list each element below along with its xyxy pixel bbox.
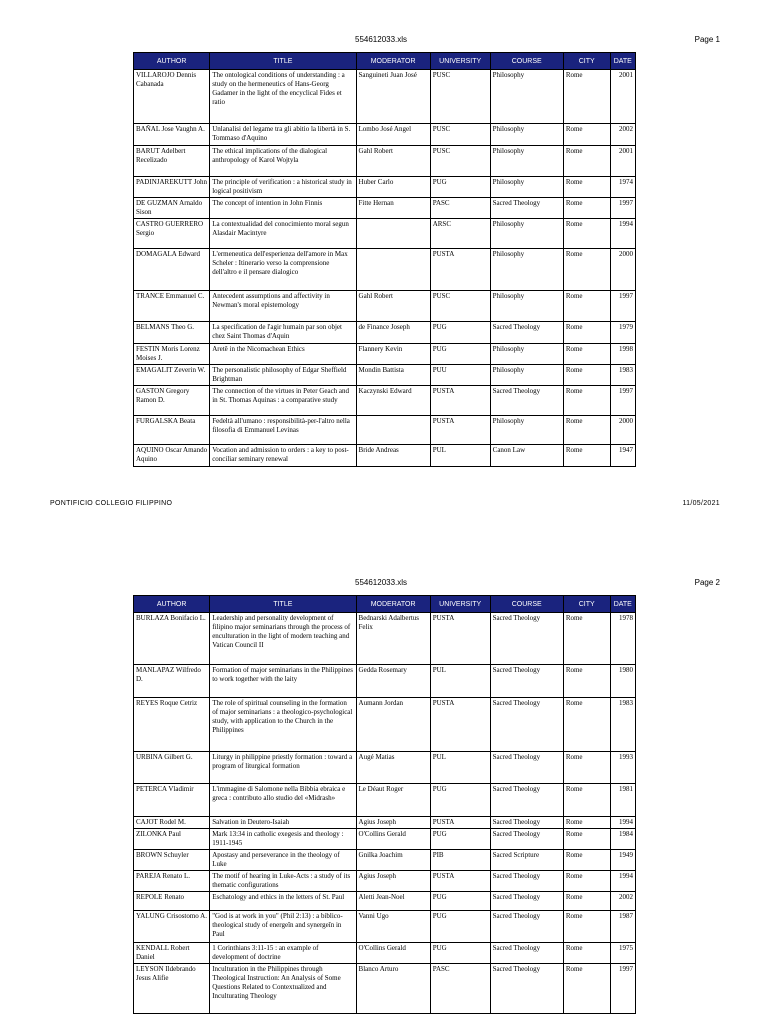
cell-course: Philosophy: [490, 146, 563, 177]
cell-date: 1978: [610, 613, 635, 665]
cell-author: REPOLE Renato: [134, 892, 210, 911]
sheet-filename: 554612033.xls: [355, 35, 408, 44]
cell-moderator: Gahl Robert: [356, 291, 430, 322]
cell-moderator: Fitte Hernan: [356, 198, 430, 219]
cell-title: The ethical implications of the dialogical anthropology of Karol Wojtyla: [210, 146, 356, 177]
cell-city: Rome: [563, 665, 610, 698]
cell-moderator: Mondin Battista: [356, 365, 430, 386]
cell-date: 1997: [610, 198, 635, 219]
cell-date: 1983: [610, 698, 635, 752]
page-number: Page 2: [694, 578, 720, 587]
cell-course: Sacred Theology: [490, 613, 563, 665]
cell-university: PUG: [430, 322, 490, 344]
cell-date: 1980: [610, 665, 635, 698]
table-row: [134, 698, 636, 752]
header-moderator: MODERATOR: [356, 53, 430, 70]
cell-date: 1998: [610, 344, 635, 365]
cell-title: The ontological conditions of understanding : a study on the hermeneutics of Hans-Georg Gadamer in the light of the encyclical Fides et ratio: [210, 70, 356, 124]
cell-university: PUSC: [430, 124, 490, 146]
table-row: [134, 177, 636, 198]
table-row: [134, 892, 636, 911]
cell-title: L'immagine di Salomone nella Bibbia ebraica e greca : contributo allo studio del «Midrash»: [210, 784, 356, 817]
cell-date: 1983: [610, 365, 635, 386]
cell-course: Sacred Theology: [490, 698, 563, 752]
cell-title: Vocation and admission to orders : a key to post-conciliar seminary renewal: [210, 445, 356, 467]
cell-university: PUG: [430, 943, 490, 964]
cell-course: Sacred Theology: [490, 198, 563, 219]
cell-title: 1 Corinthians 3:11-15 : an example of development of doctrine: [210, 943, 356, 964]
cell-university: PUG: [430, 784, 490, 817]
records-table: [133, 595, 636, 1014]
cell-date: 1974: [610, 177, 635, 198]
header-university: UNIVERSITY: [430, 596, 490, 613]
cell-moderator: [356, 219, 430, 249]
cell-date: 1997: [610, 386, 635, 416]
cell-moderator: Vanni Ugo: [356, 911, 430, 943]
cell-course: Sacred Theology: [490, 871, 563, 892]
cell-city: Rome: [563, 198, 610, 219]
table-row: [134, 70, 636, 124]
cell-moderator: Huber Carlo: [356, 177, 430, 198]
cell-university: PUG: [430, 892, 490, 911]
cell-university: PUL: [430, 445, 490, 467]
header-moderator: MODERATOR: [356, 596, 430, 613]
cell-title: Leadership and personality development of filipino major seminarians through the process of enculturation in the light of modern teaching and Vatican Council II: [210, 613, 356, 665]
cell-moderator: de Finance Joseph: [356, 322, 430, 344]
cell-city: Rome: [563, 964, 610, 1014]
cell-city: Rome: [563, 177, 610, 198]
table-row: [134, 322, 636, 344]
cell-university: PUSTA: [430, 386, 490, 416]
cell-moderator: Kaczynski Edward: [356, 386, 430, 416]
cell-university: PUSTA: [430, 613, 490, 665]
cell-course: Philosophy: [490, 291, 563, 322]
cell-university: PUSTA: [430, 416, 490, 445]
cell-university: PUSC: [430, 70, 490, 124]
cell-author: DE GUZMAN Arnaldo Sison: [134, 198, 210, 219]
cell-moderator: Bednarski Adalbertus Felix: [356, 613, 430, 665]
cell-moderator: Bride Andreas: [356, 445, 430, 467]
header-author: AUTHOR: [134, 53, 210, 70]
cell-university: PUL: [430, 665, 490, 698]
cell-course: Sacred Theology: [490, 817, 563, 829]
cell-title: "God is at work in you" (Phil 2:13) : a biblico-theological study of energeîn and synergeîn in Paul: [210, 911, 356, 943]
cell-author: MANLAPAZ Wilfredo D.: [134, 665, 210, 698]
cell-author: ZILONKA Paul: [134, 829, 210, 850]
cell-moderator: Agius Joseph: [356, 817, 430, 829]
table-header-row: [134, 596, 636, 613]
sheet-filename: 554612033.xls: [355, 578, 408, 587]
cell-author: BROWN Schuyler: [134, 850, 210, 871]
cell-city: Rome: [563, 249, 610, 291]
cell-city: Rome: [563, 322, 610, 344]
cell-university: PUG: [430, 344, 490, 365]
table-row: [134, 943, 636, 964]
cell-moderator: Gnilka Joachim: [356, 850, 430, 871]
header-course: COURSE: [490, 53, 563, 70]
cell-course: Philosophy: [490, 344, 563, 365]
cell-city: Rome: [563, 817, 610, 829]
table-row: [134, 386, 636, 416]
cell-title: La specification de l'agir humain par son objet chez Saint Thomas d'Aquin: [210, 322, 356, 344]
table-header-row: [134, 53, 636, 70]
cell-author: EMAGALIT Zeverin W.: [134, 365, 210, 386]
cell-course: Sacred Theology: [490, 752, 563, 784]
cell-date: 1994: [610, 219, 635, 249]
cell-course: Sacred Scripture: [490, 850, 563, 871]
cell-course: Philosophy: [490, 365, 563, 386]
header-title: TITLE: [210, 53, 356, 70]
cell-title: The role of spiritual counseling in the formation of major seminarians : a theologico-psychological study, with application to the Church in the Philippines: [210, 698, 356, 752]
cell-moderator: Lombo José Angel: [356, 124, 430, 146]
cell-city: Rome: [563, 943, 610, 964]
cell-date: 1994: [610, 817, 635, 829]
cell-course: Philosophy: [490, 124, 563, 146]
cell-date: 2000: [610, 249, 635, 291]
header-author: AUTHOR: [134, 596, 210, 613]
cell-author: KENDALL Robert Daniel: [134, 943, 210, 964]
cell-moderator: O'Collins Gerald: [356, 943, 430, 964]
cell-university: PUSTA: [430, 817, 490, 829]
cell-course: Sacred Theology: [490, 943, 563, 964]
table-row: [134, 249, 636, 291]
table-row: [134, 219, 636, 249]
cell-author: REYES Roque Cetriz: [134, 698, 210, 752]
cell-date: 1975: [610, 943, 635, 964]
cell-city: Rome: [563, 850, 610, 871]
cell-author: FURGALSKA Beata: [134, 416, 210, 445]
cell-date: 1993: [610, 752, 635, 784]
cell-course: Sacred Theology: [490, 386, 563, 416]
cell-course: Sacred Theology: [490, 665, 563, 698]
cell-title: The motif of hearing in Luke-Acts : a study of its thematic configurations: [210, 871, 356, 892]
cell-city: Rome: [563, 871, 610, 892]
cell-city: Rome: [563, 70, 610, 124]
cell-author: FESTIN Moris Lorenz Moises J.: [134, 344, 210, 365]
header-university: UNIVERSITY: [430, 53, 490, 70]
cell-author: BELMANS Theo G.: [134, 322, 210, 344]
cell-university: PUSTA: [430, 871, 490, 892]
cell-moderator: Agius Joseph: [356, 871, 430, 892]
cell-date: 1987: [610, 911, 635, 943]
cell-date: 2001: [610, 146, 635, 177]
cell-date: 1984: [610, 829, 635, 850]
cell-date: 2000: [610, 416, 635, 445]
cell-author: PAREJA Renato L.: [134, 871, 210, 892]
cell-moderator: [356, 416, 430, 445]
cell-author: AQUINO Oscar Amando Aquino: [134, 445, 210, 467]
cell-course: Sacred Theology: [490, 911, 563, 943]
cell-author: TRANCE Emmanuel C.: [134, 291, 210, 322]
records-table: [133, 52, 636, 467]
cell-date: 1979: [610, 322, 635, 344]
cell-date: 1997: [610, 291, 635, 322]
cell-city: Rome: [563, 365, 610, 386]
cell-moderator: Le Déaut Roger: [356, 784, 430, 817]
table-row: [134, 850, 636, 871]
cell-university: PUSC: [430, 291, 490, 322]
header-city: CITY: [563, 596, 610, 613]
cell-author: DOMAGALA Edward: [134, 249, 210, 291]
cell-title: The personalistic philosophy of Edgar Sheffield Brightman: [210, 365, 356, 386]
cell-title: Salvation in Deutero-Isaiah: [210, 817, 356, 829]
cell-author: GASTON Gregory Ramon D.: [134, 386, 210, 416]
cell-city: Rome: [563, 829, 610, 850]
cell-date: 1994: [610, 871, 635, 892]
header-title: TITLE: [210, 596, 356, 613]
cell-course: Philosophy: [490, 177, 563, 198]
header-date: DATE: [610, 53, 635, 70]
header-date: DATE: [610, 596, 635, 613]
cell-university: PASC: [430, 964, 490, 1014]
cell-date: 1981: [610, 784, 635, 817]
table-row: [134, 613, 636, 665]
cell-date: 1949: [610, 850, 635, 871]
cell-university: ARSC: [430, 219, 490, 249]
cell-course: Philosophy: [490, 70, 563, 124]
cell-course: Canon Law: [490, 445, 563, 467]
cell-author: VILLAROJO Dennis Cabanada: [134, 70, 210, 124]
cell-title: Fedeltà all'umano : responsibilità-per-l'altro nella filosofia di Emmanuel Levinas: [210, 416, 356, 445]
cell-moderator: Aumann Jordan: [356, 698, 430, 752]
cell-author: BURLAZA Bonifacio L.: [134, 613, 210, 665]
cell-university: PUSC: [430, 146, 490, 177]
cell-title: The principle of verification : a historical study in logical positivism: [210, 177, 356, 198]
cell-title: Liturgy in philippine priestly formation : toward a program of liturgical formation: [210, 752, 356, 784]
cell-city: Rome: [563, 698, 610, 752]
cell-author: PETERCA Vladimir: [134, 784, 210, 817]
cell-author: CAJOT Rodel M.: [134, 817, 210, 829]
cell-date: 2001: [610, 70, 635, 124]
table-row: [134, 784, 636, 817]
cell-moderator: Gahl Robert: [356, 146, 430, 177]
cell-moderator: O'Collins Gerald: [356, 829, 430, 850]
table-row: [134, 146, 636, 177]
cell-title: Antecedent assumptions and affectivity in Newman's moral epistemology: [210, 291, 356, 322]
table-row: [134, 871, 636, 892]
cell-university: PUSTA: [430, 249, 490, 291]
header-city: CITY: [563, 53, 610, 70]
cell-moderator: Flannery Kevin: [356, 344, 430, 365]
cell-moderator: Gedda Rosemary: [356, 665, 430, 698]
cell-course: Sacred Theology: [490, 964, 563, 1014]
cell-moderator: Blanco Arturo: [356, 964, 430, 1014]
cell-city: Rome: [563, 386, 610, 416]
cell-city: Rome: [563, 344, 610, 365]
cell-title: Inculturation in the Philippines through Theological Instruction: An Analysis of Some Questions Related to Contextualized and Inculturating Theology: [210, 964, 356, 1014]
cell-title: Formation of major seminarians in the Philippines to work together with the laity: [210, 665, 356, 698]
cell-city: Rome: [563, 124, 610, 146]
cell-date: 1947: [610, 445, 635, 467]
header-course: COURSE: [490, 596, 563, 613]
cell-date: 1997: [610, 964, 635, 1014]
cell-course: Sacred Theology: [490, 784, 563, 817]
cell-author: CASTRO GUERRERO Sergio: [134, 219, 210, 249]
cell-title: Apostasy and perseverance in the theology of Luke: [210, 850, 356, 871]
table-row: [134, 752, 636, 784]
cell-date: 2002: [610, 892, 635, 911]
table-row: [134, 911, 636, 943]
table-row: [134, 829, 636, 850]
cell-title: L'ermeneutica dell'esperienza dell'amore in Max Scheler : Itinerario verso la comprensione dell'altro e il pensare dialogico: [210, 249, 356, 291]
table-row: [134, 365, 636, 386]
cell-title: Aretê in the Nicomachean Ethics: [210, 344, 356, 365]
table-row: [134, 445, 636, 467]
cell-date: 2002: [610, 124, 635, 146]
cell-title: La contextualidad del conocimiento moral segun Alasdair Macintyre: [210, 219, 356, 249]
cell-city: Rome: [563, 911, 610, 943]
cell-city: Rome: [563, 613, 610, 665]
cell-city: Rome: [563, 445, 610, 467]
cell-university: PUG: [430, 829, 490, 850]
cell-city: Rome: [563, 892, 610, 911]
table-row: [134, 198, 636, 219]
cell-university: PUSTA: [430, 698, 490, 752]
page-number: Page 1: [694, 35, 720, 44]
cell-course: Philosophy: [490, 416, 563, 445]
table-row: [134, 124, 636, 146]
cell-course: Sacred Theology: [490, 892, 563, 911]
table-row: [134, 964, 636, 1014]
cell-title: Unlanalisi del legame tra gli abitio la libertà in S. Tommaso d'Aquino: [210, 124, 356, 146]
cell-title: Eschatology and ethics in the letters of St. Paul: [210, 892, 356, 911]
cell-university: PUG: [430, 911, 490, 943]
cell-moderator: [356, 249, 430, 291]
cell-university: PUL: [430, 752, 490, 784]
cell-author: LEYSON Ildebrando Jesus Alifie: [134, 964, 210, 1014]
cell-city: Rome: [563, 752, 610, 784]
cell-author: PADINJAREKUTT John: [134, 177, 210, 198]
cell-author: URBINA Gilbert G.: [134, 752, 210, 784]
table-row: [134, 665, 636, 698]
table-row: [134, 817, 636, 829]
footer-date: 11/05/2021: [682, 500, 720, 507]
table-row: [134, 344, 636, 365]
cell-author: BAÑAL Jose Vaughn A.: [134, 124, 210, 146]
cell-university: PASC: [430, 198, 490, 219]
cell-course: Sacred Theology: [490, 829, 563, 850]
cell-city: Rome: [563, 146, 610, 177]
table-row: [134, 291, 636, 322]
footer-institution: PONTIFICIO COLLEGIO FILIPPINO: [50, 500, 173, 507]
cell-moderator: Sanguineti Juan José: [356, 70, 430, 124]
cell-city: Rome: [563, 219, 610, 249]
cell-city: Rome: [563, 416, 610, 445]
cell-moderator: Aletti Jean-Noel: [356, 892, 430, 911]
table-row: [134, 416, 636, 445]
cell-moderator: Augé Matias: [356, 752, 430, 784]
cell-university: PUG: [430, 177, 490, 198]
cell-course: Sacred Theology: [490, 322, 563, 344]
cell-city: Rome: [563, 784, 610, 817]
cell-city: Rome: [563, 291, 610, 322]
cell-university: PIB: [430, 850, 490, 871]
cell-title: Mark 13:34 in catholic exegesis and theology : 1911-1945: [210, 829, 356, 850]
cell-author: BARUT Adelbert Recelizado: [134, 146, 210, 177]
cell-title: The concept of intention in John Finnis: [210, 198, 356, 219]
cell-author: YALUNG Crisostomo A.: [134, 911, 210, 943]
cell-course: Philosophy: [490, 249, 563, 291]
cell-title: The connection of the virtues in Peter Geach and in St. Thomas Aquinas : a comparative study: [210, 386, 356, 416]
cell-university: PUU: [430, 365, 490, 386]
cell-course: Philosophy: [490, 219, 563, 249]
